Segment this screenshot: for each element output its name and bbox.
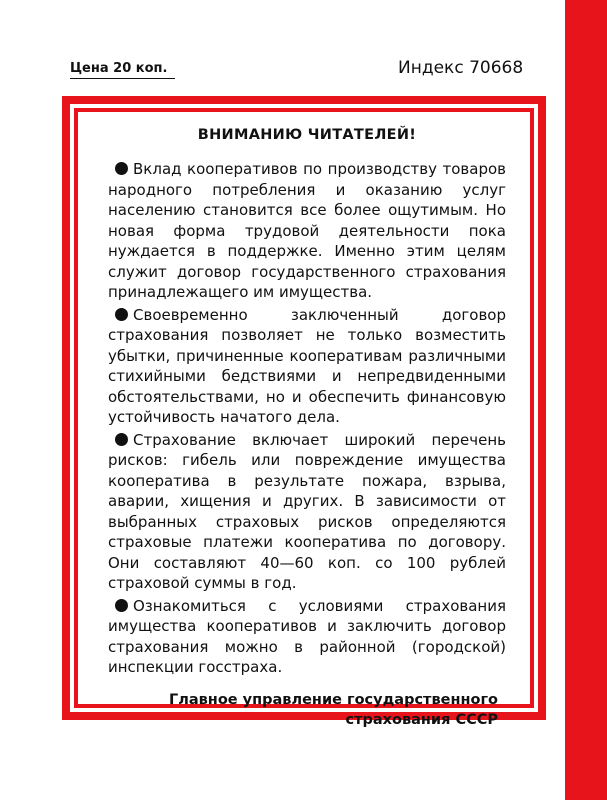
paragraph (108, 305, 506, 428)
signature-line-2: страхования СССР (345, 711, 498, 728)
paragraph (108, 596, 506, 678)
bullet-icon (115, 308, 128, 321)
notice-box (78, 112, 530, 728)
notice-heading: ВНИМАНИЮ ЧИТАТЕЛЕЙ! (197, 127, 417, 143)
paragraph-text: Вклад кооперативов по производству товаров народного потребления и оказанию услуг населению становится все более ощутимым. Но новая форма трудовой деятельности пока нуждается в поддержке. Именно этим целям служит договор государственного страхования принадлежащего им имущества. (108, 160, 506, 301)
paragraph-text: Страхование включает широкий перечень рисков: гибель или повреждение имущества кооператива в результате пожара, взрыва, аварии, хищения и других. В зависимости от выбранных страховых рисков определяются страховые платежи кооператива по договору. Они составляют 40—60 коп. со 100 рублей страховой суммы в год. (108, 430, 506, 592)
paragraph-text: Ознакомиться с условиями страхования имущества кооперативов и заключить договор страхования можно в районной (городской) инспекции госстраха. (108, 596, 506, 676)
price-label: Цена 20 коп. (70, 60, 175, 79)
paragraph (108, 159, 506, 303)
index-label: Индекс 70668 (398, 58, 524, 78)
bullet-icon (115, 599, 128, 612)
paragraph (108, 430, 506, 594)
paragraph-text: Своевременно заключенный договор страхования позволяет не только возместить убытки, причиненные кооперативам различными стихийными бедствиями и непредвиденными обстоятельствами, но и обеспечить финансовую устойчивость начатого дела. (108, 305, 506, 426)
bullet-icon (115, 162, 128, 175)
signature-line-1: Главное управление государственного (168, 691, 498, 708)
bullet-icon (115, 433, 128, 446)
signature (108, 690, 506, 730)
red-side-stripe (565, 0, 607, 800)
